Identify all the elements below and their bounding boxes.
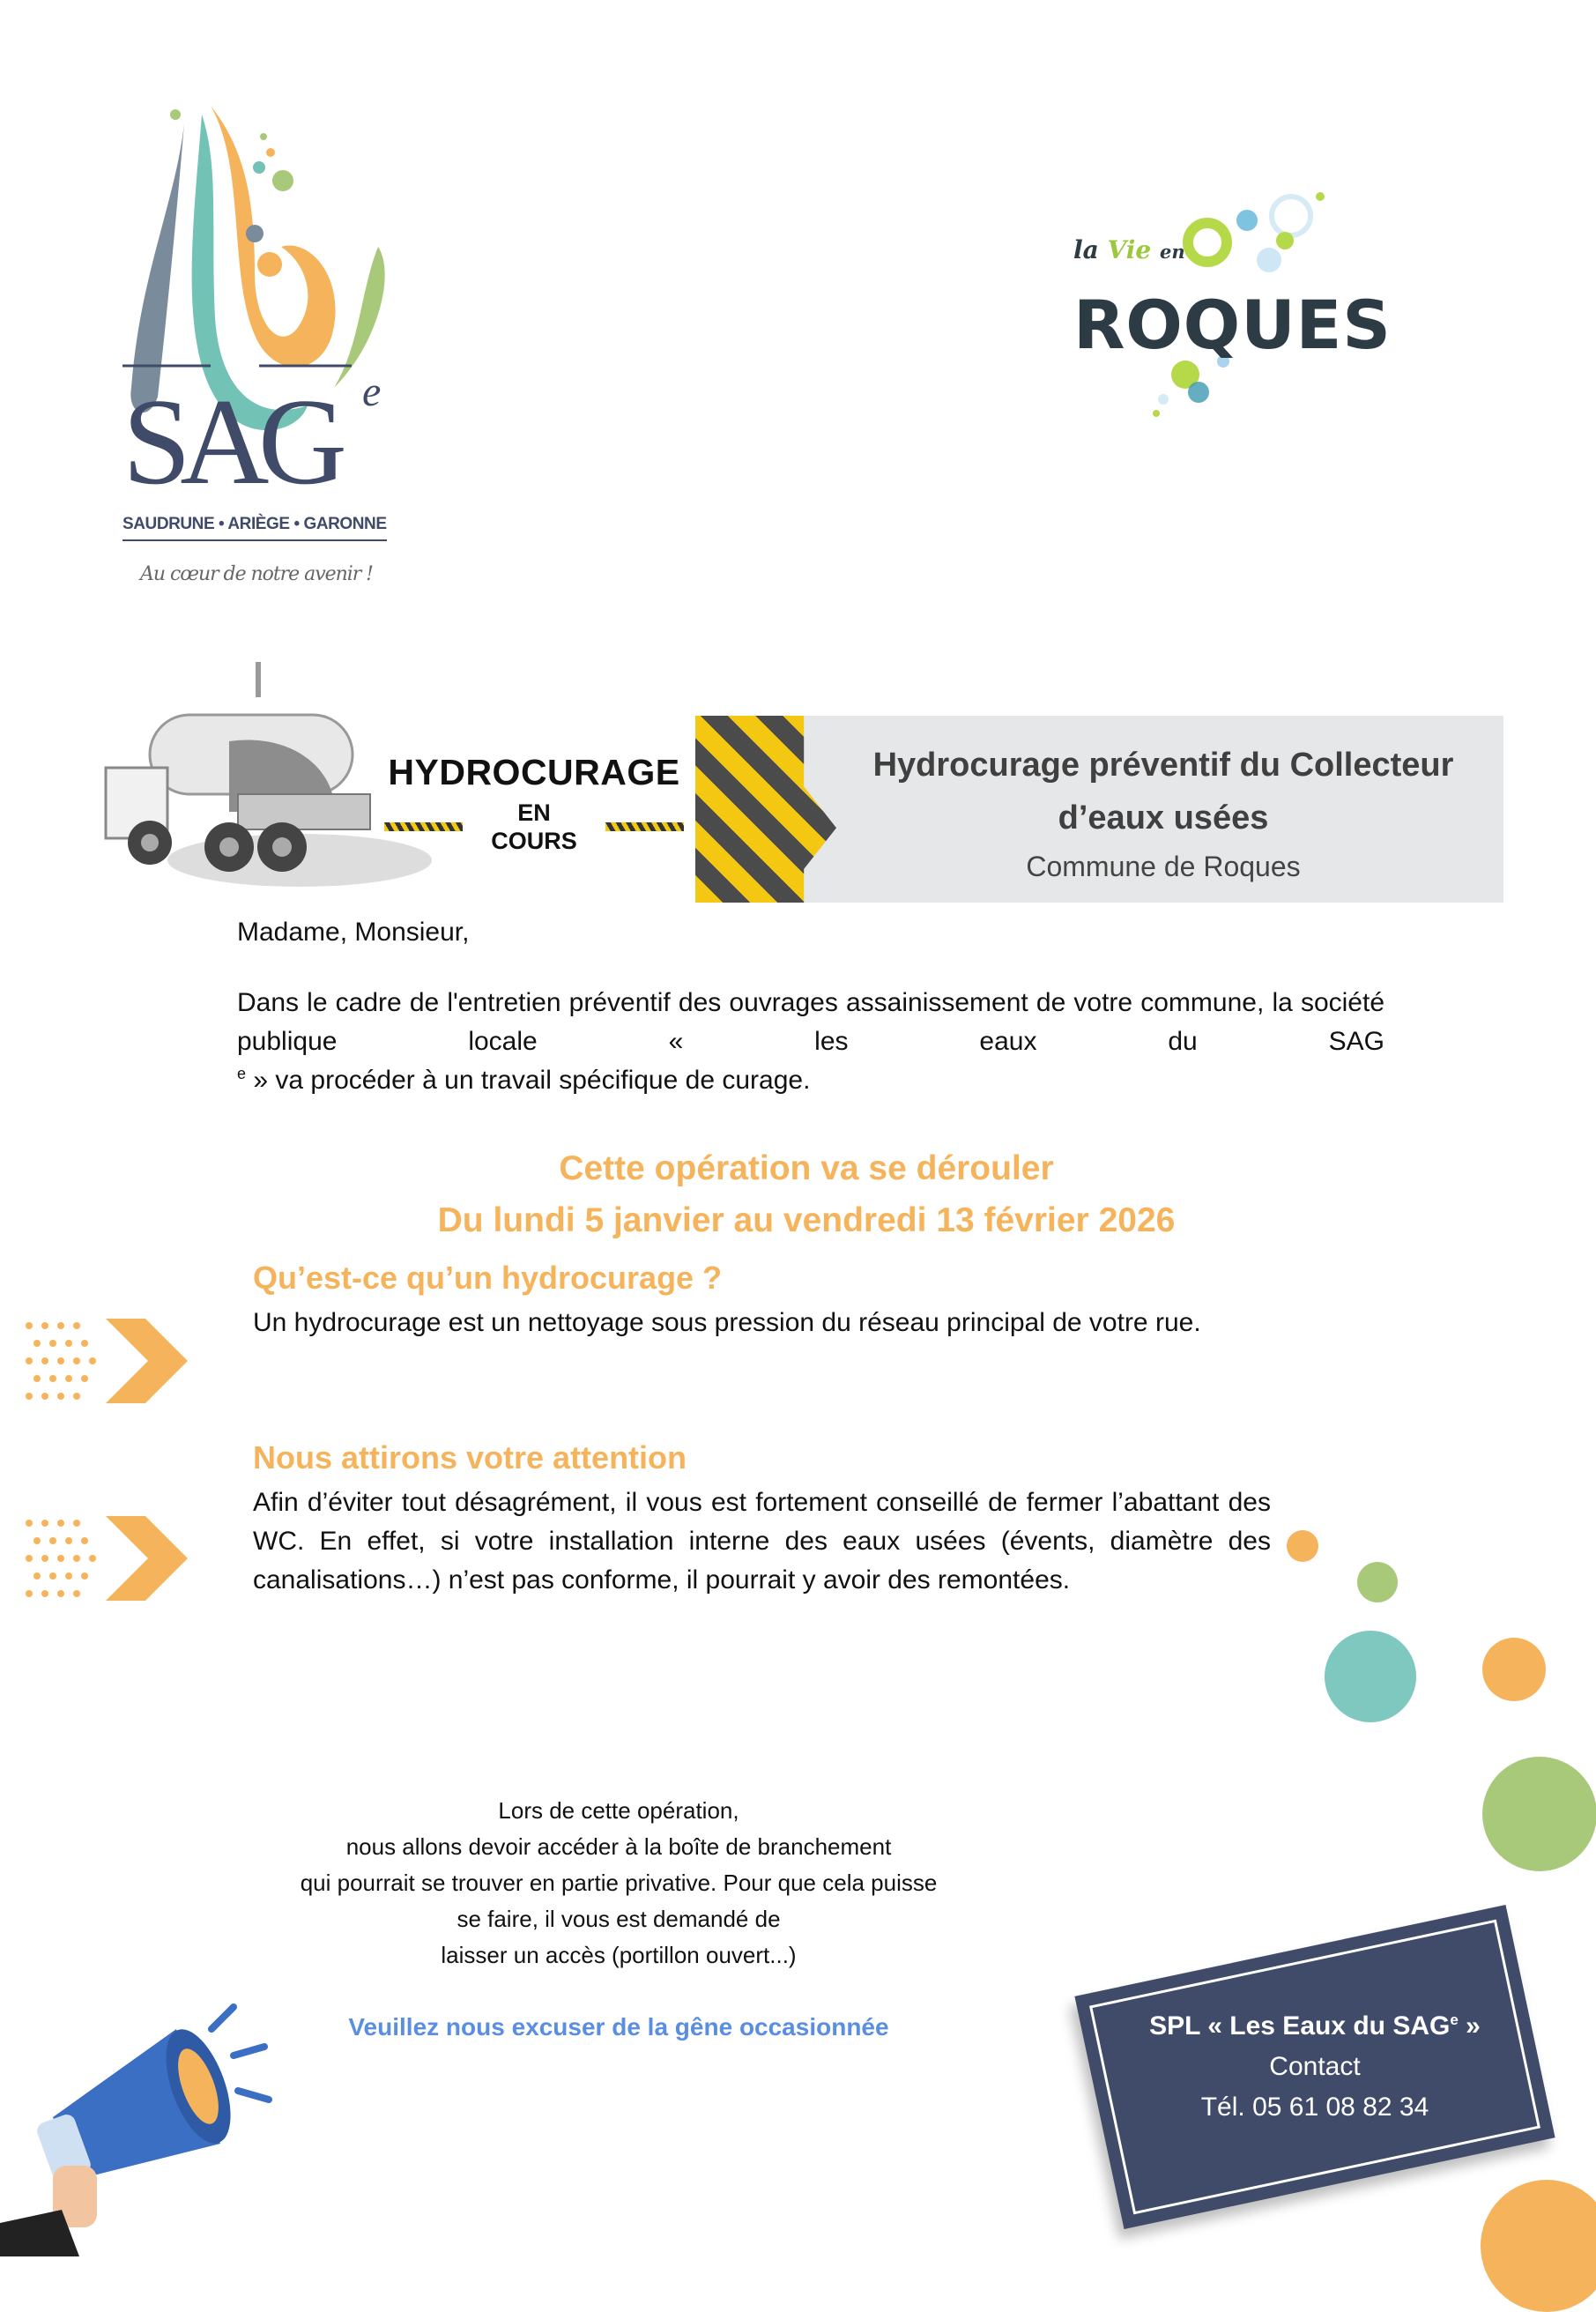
sag-logo	[122, 97, 422, 591]
banner-title	[837, 739, 1489, 888]
title-line-1: Hydrocurage préventif du Collecteur	[872, 747, 1454, 784]
access-line: Lors de cette opération,	[498, 1797, 739, 1824]
hazard-tape-right	[605, 822, 684, 831]
svg-text:la Vie en: la Vie en	[1073, 235, 1185, 264]
badge-sub-text: EN COURS	[491, 799, 577, 854]
contact-label: Contact	[1269, 2052, 1361, 2081]
chevron-arrow-icon	[22, 1514, 189, 1607]
apology-text: Veuillez nous excuser de la gêne occasionnée	[348, 2013, 889, 2041]
svg-text:ROQUES: ROQUES	[1073, 286, 1391, 364]
hazard-tape-left	[384, 822, 463, 831]
access-line: qui pourrait se trouver en partie privative. Pour que cela puisse	[300, 1870, 938, 1896]
svg-text:SAG: SAG	[122, 374, 347, 510]
svg-text:Au cœur de notre avenir !: Au cœur de notre avenir !	[140, 563, 374, 585]
intro-text-2-line	[237, 1061, 1384, 1100]
access-line: se faire, il vous est demandé de	[457, 1906, 781, 1932]
intro-text-2: » va procéder à un travail spécifique de curage.	[246, 1066, 811, 1095]
contact-org-close: »	[1458, 2011, 1481, 2041]
hydrocurage-badge	[384, 751, 684, 855]
contact-org-text: SPL « Les Eaux du SAG	[1149, 2011, 1451, 2041]
decor-circle	[1481, 2180, 1596, 2312]
operation-line-1: Cette opération va se dérouler	[559, 1149, 1054, 1187]
operation-dates	[264, 1142, 1348, 1246]
section-hydrocurage-text: Un hydrocurage est un nettoyage sous pression du réseau principal de votre rue.	[253, 1308, 1201, 1337]
greeting: Madame, Monsieur,	[237, 918, 470, 947]
svg-text:e: e	[362, 368, 382, 415]
contact-org	[1149, 2006, 1481, 2047]
svg-text:SAUDRUNE • ARIÈGE • GARONNE: SAUDRUNE • ARIÈGE • GARONNE	[122, 515, 387, 533]
access-line: nous allons devoir accéder à la boîte de branchement	[345, 1833, 892, 1860]
megaphone-icon	[0, 1994, 273, 2261]
decor-circle	[1325, 1631, 1416, 1722]
intro-paragraph	[237, 984, 1384, 1100]
badge-main-text: HYDROCURAGE	[388, 752, 680, 792]
access-line: laisser un accès (portillon ouvert...)	[441, 1942, 797, 1968]
section-hydrocurage-title: Qu’est-ce qu’un hydrocurage ?	[253, 1260, 723, 1296]
contact-org-sup: e	[1450, 2011, 1459, 2028]
chevron-arrow-icon	[22, 1317, 189, 1409]
decor-circle	[1287, 1530, 1318, 1562]
contact-phone[interactable]: Tél. 05 61 08 82 34	[1200, 2093, 1429, 2122]
decor-circle	[1357, 1562, 1398, 1602]
operation-line-2: Du lundi 5 janvier au vendredi 13 février 2026	[437, 1201, 1176, 1239]
badge-sub	[384, 799, 684, 855]
decor-circle	[1482, 1638, 1546, 1701]
contact-card-text	[1095, 1948, 1535, 2186]
section-attention-text: Afin d’éviter tout désagrément, il vous est fortement conseillé de fermer l’abattant des WC. En effet, si votre installation interne des eaux usées (évents, diamètre des canalisations…) n’est pas conforme, il pourrait y avoir des remontées.	[253, 1488, 1271, 1595]
section-attention-title: Nous attirons votre attention	[253, 1439, 687, 1476]
title-line-2: d’eaux usées	[1058, 799, 1269, 836]
decor-circle	[1482, 1757, 1596, 1871]
roques-logo	[1058, 181, 1401, 419]
access-notice	[204, 1793, 1033, 1974]
intro-text-1: Dans le cadre de l'entretien préventif des ouvrages assainissement de votre commune, la société publique locale « les eaux du SAG	[237, 988, 1384, 1056]
intro-sup: e	[237, 1065, 247, 1082]
commune-label: Commune de Roques	[1026, 851, 1301, 882]
